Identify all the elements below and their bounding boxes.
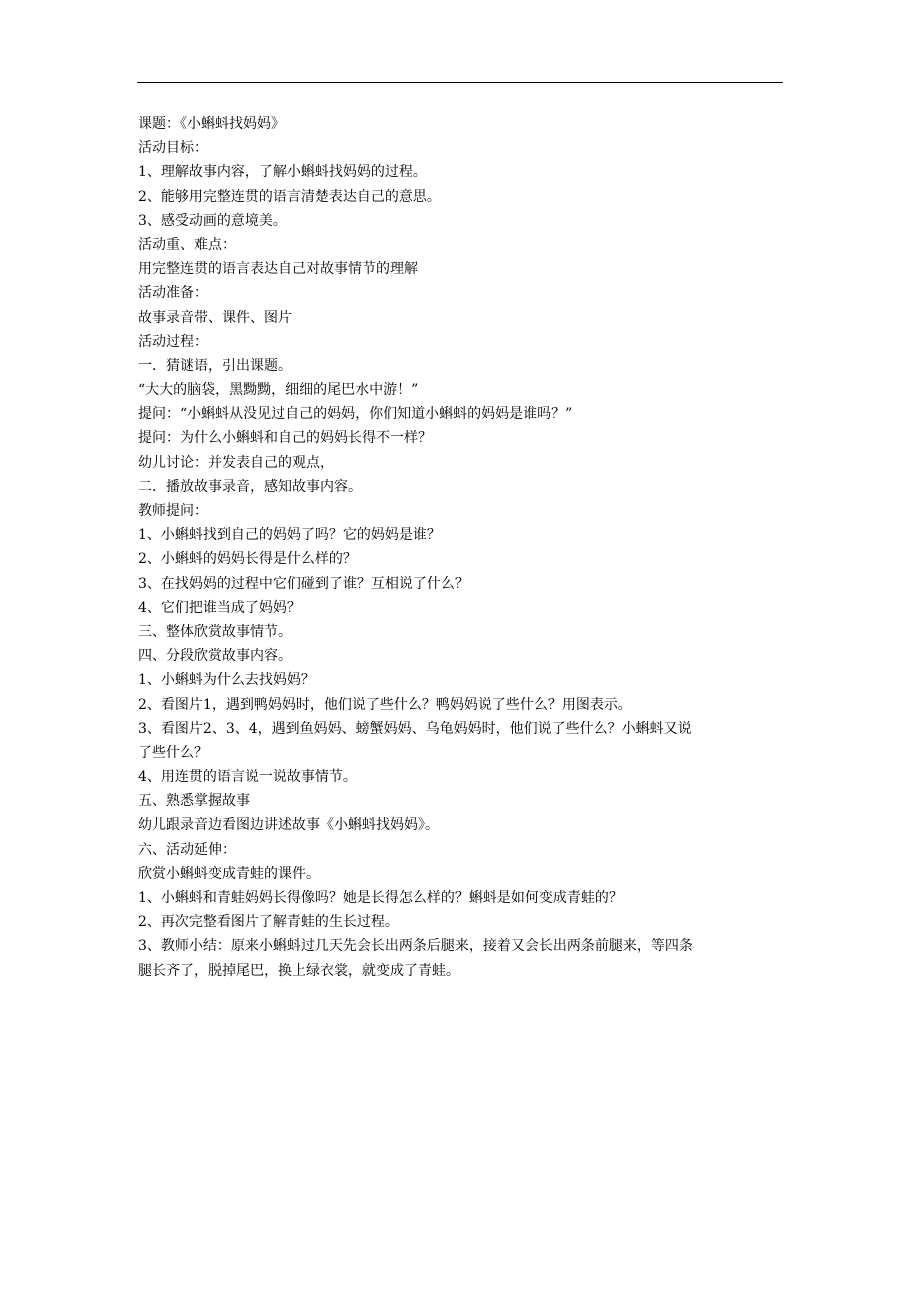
text-line-14: 提问：为什么小蝌蚪和自己的妈妈长得不一样？ [138, 430, 432, 447]
header-rule [137, 82, 783, 83]
text-line-17: 教师提问： [138, 503, 208, 519]
text-line-31: 六、活动延伸： [138, 841, 236, 858]
text-line-18: 1、小蝌蚪找到自己的妈妈了吗？它的妈妈是谁？ [138, 527, 441, 544]
text-line-6: 活动重、难点： [138, 236, 236, 253]
text-line-25: 2、看图片1，遇到鸭妈妈时，他们说了些什么？鸭妈妈说了些什么？用图表示。 [138, 696, 632, 713]
text-line-5: 3、感受动画的意境美。 [138, 212, 287, 229]
text-line-8: 活动准备： [138, 285, 208, 302]
text-line-4: 2、能够用完整连贯的语言清楚表达自己的意思。 [138, 188, 441, 205]
text-line-21: 4、它们把谁当成了妈妈？ [138, 599, 301, 616]
text-line-29: 五、熟悉掌握故事 [138, 793, 250, 810]
text-line-3: 1、理解故事内容，了解小蝌蚪找妈妈的过程。 [138, 164, 427, 181]
text-line-9: 故事录音带、课件、图片 [138, 309, 292, 326]
text-line-13: 提问：“小蝌蚪从没见过自己的妈妈，你们知道小蝌蚪的妈妈是谁吗？” [138, 406, 573, 423]
text-line-23: 四、分段欣赏故事内容。 [138, 648, 292, 665]
text-line-11: 一．猜谜语，引出课题。 [138, 357, 292, 374]
text-line-16: 二．播放故事录音，感知故事内容。 [138, 478, 362, 495]
text-line-7: 用完整连贯的语言表达自己对故事情节的理解 [138, 261, 418, 278]
text-line-27: 了些什么？ [138, 744, 208, 761]
text-line-1: 课题：《小蝌蚪找妈妈》 [138, 116, 285, 132]
text-line-33: 1、小蝌蚪和青蛙妈妈长得像吗？她是长得怎么样的？蝌蚪是如何变成青蛙的？ [138, 890, 623, 906]
text-line-12: “大大的脑袋，黑黝黝，细细的尾巴水中游！” [138, 382, 419, 399]
text-line-22: 三、整体欣赏故事情节。 [138, 623, 292, 640]
text-line-2: 活动目标： [138, 140, 208, 157]
document-body [138, 112, 786, 983]
text-line-24: 1、小蝌蚪为什么去找妈妈？ [138, 672, 315, 689]
text-line-32: 欣赏小蝌蚪变成青蛙的课件。 [138, 865, 320, 882]
text-line-34: 2、再次完整看图片了解青蛙的生长过程。 [138, 914, 399, 931]
text-line-10: 活动过程： [138, 333, 208, 350]
text-line-19: 2、小蝌蚪的妈妈长得是什么样的？ [138, 551, 357, 568]
text-line-26: 3、看图片2、3、4，遇到鱼妈妈、螃蟹妈妈、乌龟妈妈时，他们说了些什么？小蝌蚪又说 [138, 720, 692, 737]
text-line-35: 3、教师小结：原来小蝌蚪过几天先会长出两条后腿来，接着又会长出两条前腿来，等四条 [138, 938, 693, 955]
text-line-28: 4、用连贯的语言说一说故事情节。 [138, 769, 357, 786]
text-line-20: 3、在找妈妈的过程中它们碰到了谁？互相说了什么？ [138, 575, 469, 592]
text-line-36: 腿长齐了，脱掉尾巴，换上绿衣裳，就变成了青蛙。 [138, 962, 460, 979]
text-line-15: 幼儿讨论：并发表自己的观点， [138, 454, 334, 471]
text-line-30: 幼儿跟录音边看图边讲述故事《小蝌蚪找妈妈》。 [138, 817, 439, 834]
